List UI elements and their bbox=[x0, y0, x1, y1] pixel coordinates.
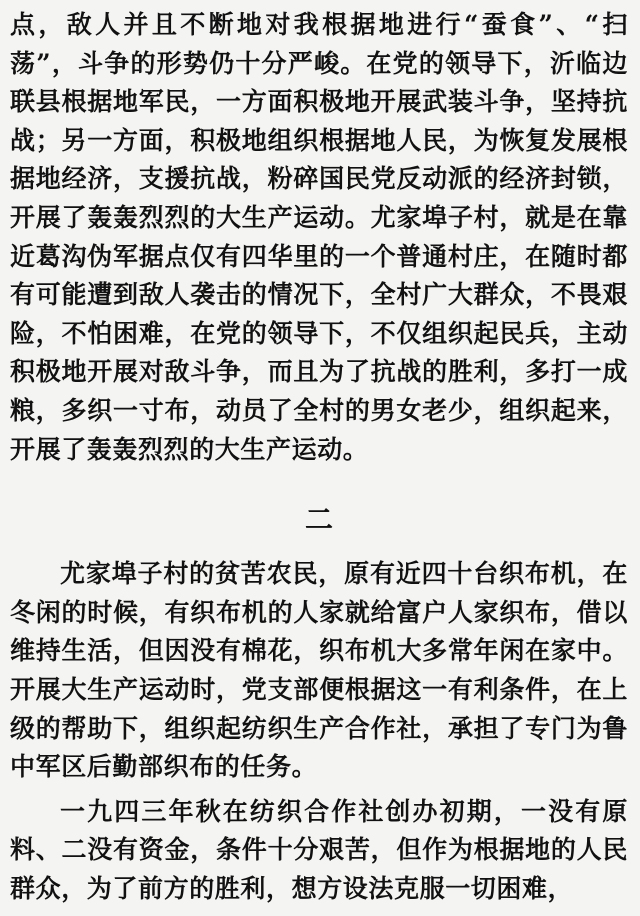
paragraph-2: 尤家埠子村的贫苦农民，原有近四十台织布机，在冬闲的时候，有织布机的人家就给富户人家织布，借以维持生活，但因没有棉花，织布机大多常年闲在家中。开展大生产运动时，党支部便根据这一有利条件，在上级的帮助下，组织起纺织生产合作社，承担了专门为鲁中军区后勤部织布的任务。 bbox=[10, 559, 628, 782]
section-number: 二 bbox=[304, 503, 333, 537]
paragraph-1: 点，敌人并且不断地对我根据地进行“蚕食”、“扫荡”，斗争的形势仍十分严峻。在党的领导下，沂临边联县根据地军民，一方面积极地开展武装斗争，坚持抗战；另一方面，积极地组织根据地人民，为恢复发展根据地经济，支援抗战，粉碎国民党反动派的经济封锁，开展了轰轰烈烈的大生产运动。尤家埠子村，就是在靠近葛沟伪军据点仅有四华里的一个普通村庄，在随时都有可能遭到敌人袭击的情况下，全村广大群众，不畏艰险，不怕困难，在党的领导下，不仅组织起民兵，主动积极地开展对敌斗争，而且为了抗战的胜利，多打一成粮，多织一寸布，动员了全村的男女老少，组织起来，开展了轰轰烈烈的大生产运动。 bbox=[10, 10, 628, 464]
paragraph-3: 一九四三年秋在纺织合作社创办初期，一没有原料、二没有资金，条件十分艰苦，但作为根据地的人民群众，为了前方的胜利，想方设法克服一切困难， bbox=[10, 796, 628, 903]
